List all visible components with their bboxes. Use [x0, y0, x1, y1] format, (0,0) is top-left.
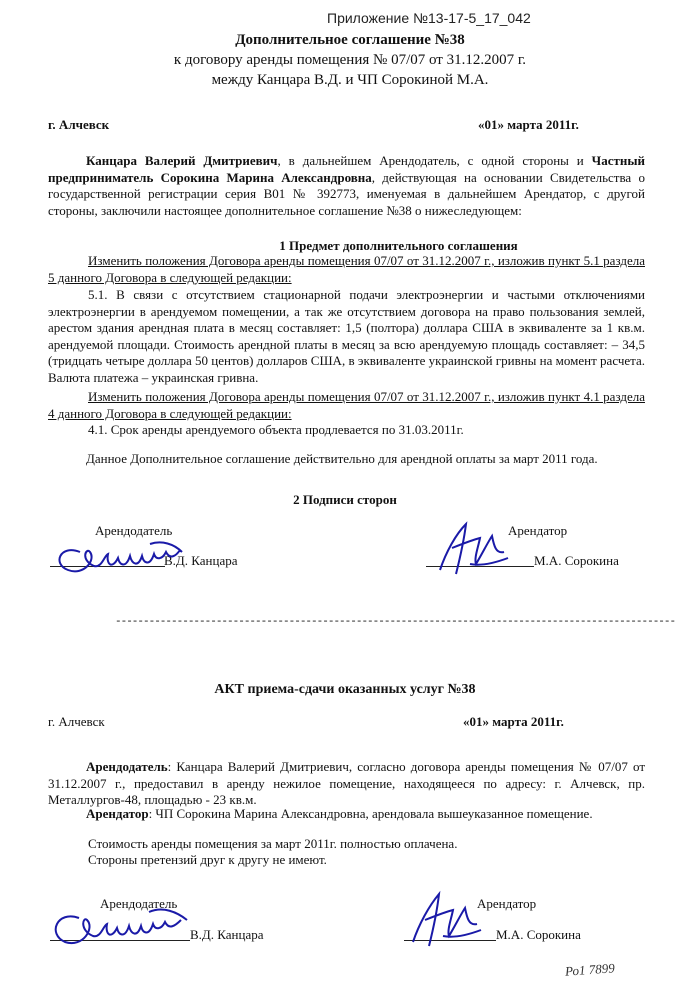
change-1: [48, 253, 645, 286]
appendix-label: Приложение №13-17-5_17_042: [327, 10, 531, 26]
agreement-subtitle-1: к договору аренды помещения № 07/07 от 31.12.2007 г.: [173, 52, 527, 68]
intro-text-1: , в дальнейшем Арендодатель, с одной стороны и: [277, 153, 592, 168]
act-tenant-text: : ЧП Сорокина Марина Александровна, арендовала вышеуказанное помещение.: [148, 806, 593, 821]
act-city: г. Алчевск: [48, 714, 105, 729]
agreement-intro: [48, 153, 645, 219]
intro-text-2: , действующая на основании Свидетельства о государственной регистрации серия В01 № 392773, именуемая в дальнейшем Арендатор, с другой стороны, заключили настоящее дополнительное соглашение №38 о нижеследующем:: [48, 169, 645, 218]
section2-title: 2 Подписи сторон: [293, 492, 397, 507]
landlord-full-name: Канцара Валерий Дмитриевич: [86, 153, 278, 168]
handwritten-note: Ро1 7899: [564, 960, 616, 979]
agreement-city: г. Алчевск: [48, 117, 110, 132]
act-landlord-bold: Арендодатель: [86, 759, 168, 774]
act-title: АКТ приема-сдачи оказанных услуг №38: [214, 682, 476, 697]
tenant-label: Арендатор: [508, 523, 568, 538]
act-landlord-label: Арендодатель: [100, 896, 178, 911]
change-1-text: Изменить положения Договора аренды помещения 07/07 от 31.12.2007 г., изложив пункт 5.1 раздела 5 данного Договора в следующей редакции:: [48, 253, 645, 285]
validity-note: Данное Дополнительное соглашение действительно для арендной оплаты за март 2011 года.: [86, 451, 598, 466]
act-landlord-para: [48, 759, 645, 809]
act-tenant-name: М.А. Сорокина: [496, 927, 581, 942]
act-landlord-signature: [45, 898, 195, 953]
act-tenant-bold: Арендатор: [86, 806, 149, 821]
tenant-signature: [430, 518, 520, 578]
landlord-signature: [50, 530, 190, 580]
landlord-name: В.Д. Канцара: [164, 553, 238, 568]
agreement-title: Дополнительное соглашение №38: [235, 32, 465, 48]
act-paid: Стоимость аренды помещения за март 2011г. полностью оплачена.: [88, 836, 458, 851]
clause-4-1: 4.1. Срок аренды арендуемого объекта продлевается по 31.03.2011г.: [88, 422, 464, 437]
act-tenant-para: [48, 806, 645, 823]
tenant-name: М.А. Сорокина: [534, 553, 619, 568]
act-date: «01» марта 2011г.: [463, 714, 564, 729]
act-tenant-label: Арендатор: [477, 896, 537, 911]
change-2: [48, 389, 645, 422]
landlord-label: Арендодатель: [95, 523, 173, 538]
clause-5-1: 5.1. В связи с отсутствием стационарной подачи электроэнергии и частыми отключениями электроэнергии в арендуемом помещении, а так же отсутствием договора на право пользования землей, арестом здания арендная плата в месяц составляет: 1,5 (полтора) доллара США в эквиваленте за 1 кв.м. арендуемой площади. Стоимость арендной платы в месяц за всю арендуемую площадь составляет: – 34,5 (тридцать четыре доллара 50 центов) долларов США, в эквиваленте украинской гривны на момент расчета. Валюта платежа – украинская гривна.: [48, 287, 645, 385]
change-2-text: Изменить положения Договора аренды помещения 07/07 от 31.12.2007 г., изложив пункт 4.1 раздела 4 данного Договора в следующей редакции:: [48, 389, 645, 421]
act-no-claims: Стороны претензий друг к другу не имеют.: [88, 852, 327, 867]
tenant-full-name: Частный предприниматель Сорокина Марина Александровна: [48, 153, 645, 185]
act-landlord-name: В.Д. Канцара: [190, 927, 264, 942]
dashed-divider: ----------------------------------------------------------------------------------------------------: [115, 616, 676, 628]
act-landlord-text: : Канцара Валерий Дмитриевич, согласно договора аренды помещения № 07/07 от 31.12.2007 г., предоставил в аренду нежилое помещение, находящееся по адресу: г. Алчевск, пр. Металлургов-48, площадью - 23 кв.м.: [48, 759, 645, 807]
agreement-subtitle-2: между Канцара В.Д. и ЧП Сорокиной М.А.: [211, 72, 489, 88]
act-tenant-signature: [405, 888, 495, 950]
section1-title: 1 Предмет дополнительного соглашения: [279, 238, 518, 253]
agreement-date: «01» марта 2011г.: [478, 117, 579, 132]
